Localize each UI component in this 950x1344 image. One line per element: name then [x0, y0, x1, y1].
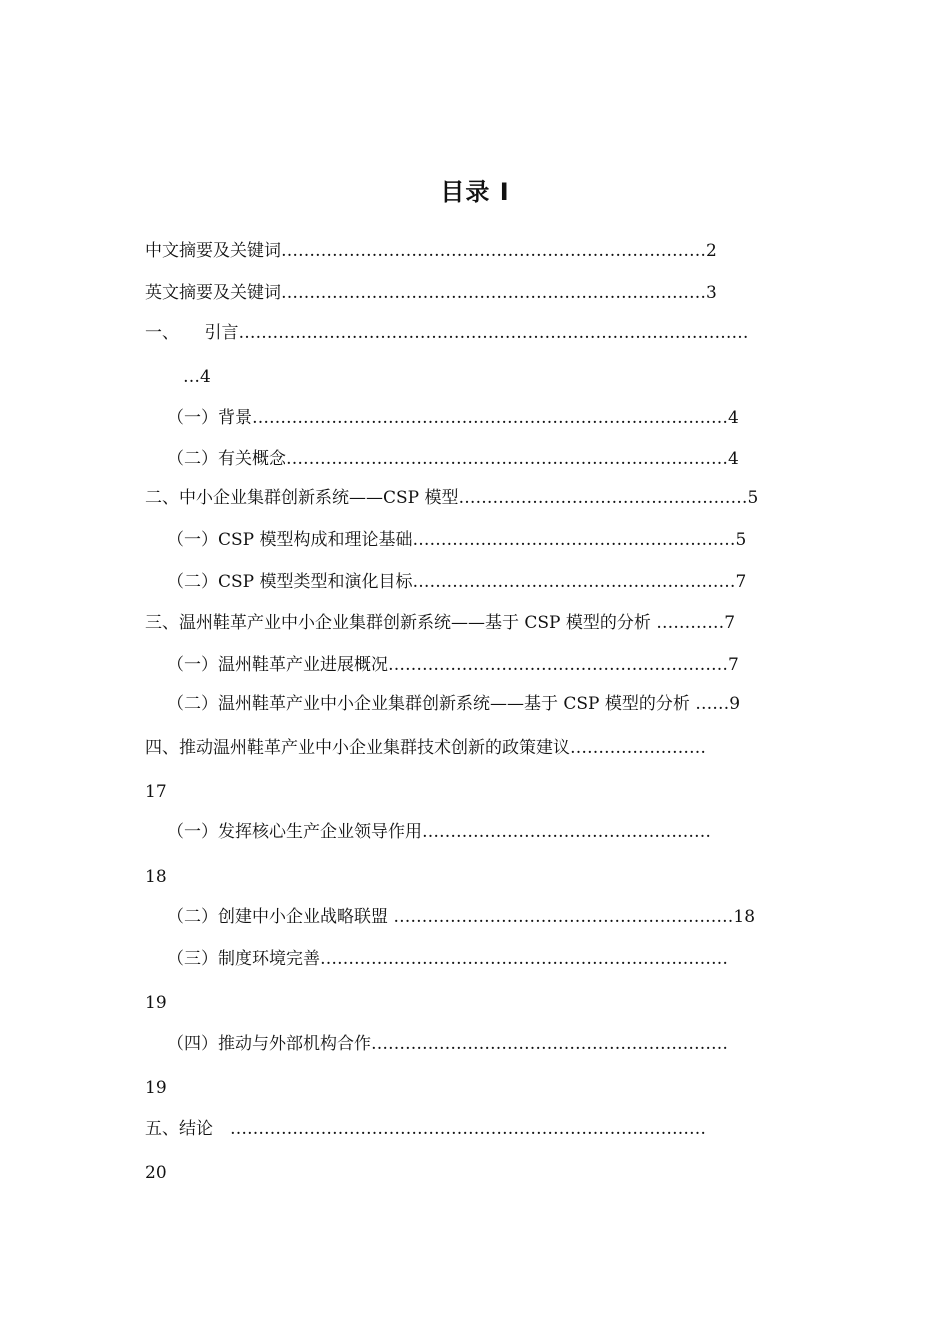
toc-entry: （一）发挥核心生产企业领导作用……………………………………………	[167, 822, 711, 842]
toc-entry-page: 18	[145, 867, 167, 887]
toc-entry: （一）温州鞋革产业进展概况……………………………………………………7	[167, 655, 739, 675]
toc-entry: 四、推动温州鞋革产业中小企业集群技术创新的政策建议……………………	[145, 738, 706, 758]
toc-entry: （二）CSP 模型类型和演化目标…………………………………………………7	[167, 572, 747, 592]
toc-entry: （三）制度环境完善………………………………………………………………	[167, 949, 728, 969]
toc-entry: 一、 引言………………………………………………………………………………	[145, 323, 749, 343]
toc-entry-page: 19	[145, 993, 167, 1013]
toc-entry: 二、中小企业集群创新系统——CSP 模型……………………………………………5	[145, 488, 759, 508]
toc-entry-continuation: …4	[183, 367, 211, 387]
toc-entry: （四）推动与外部机构合作………………………………………………………	[167, 1034, 728, 1054]
toc-entry: 三、温州鞋革产业中小企业集群创新系统——基于 CSP 模型的分析 …………7	[145, 613, 736, 633]
toc-entry-page: 17	[145, 782, 167, 802]
toc-entry: （二）创建中小企业战略联盟 ……………………………………………………18	[167, 907, 756, 927]
toc-entry: （一）CSP 模型构成和理论基础…………………………………………………5	[167, 530, 747, 550]
toc-entry: （二）温州鞋革产业中小企业集群创新系统——基于 CSP 模型的分析 ……9	[167, 694, 741, 714]
toc-entry: （一）背景…………………………………………………………………………4	[167, 408, 739, 428]
toc-entry-page: 20	[145, 1163, 167, 1183]
toc-title: 目录 I	[440, 178, 510, 206]
toc-entry: （二）有关概念……………………………………………………………………4	[167, 449, 739, 469]
toc-entry-page: 19	[145, 1078, 167, 1098]
toc-entry: 英文摘要及关键词…………………………………………………………………3	[145, 283, 717, 303]
toc-entry: 五、结论 …………………………………………………………………………	[145, 1119, 706, 1139]
toc-entry: 中文摘要及关键词…………………………………………………………………2	[145, 241, 717, 261]
